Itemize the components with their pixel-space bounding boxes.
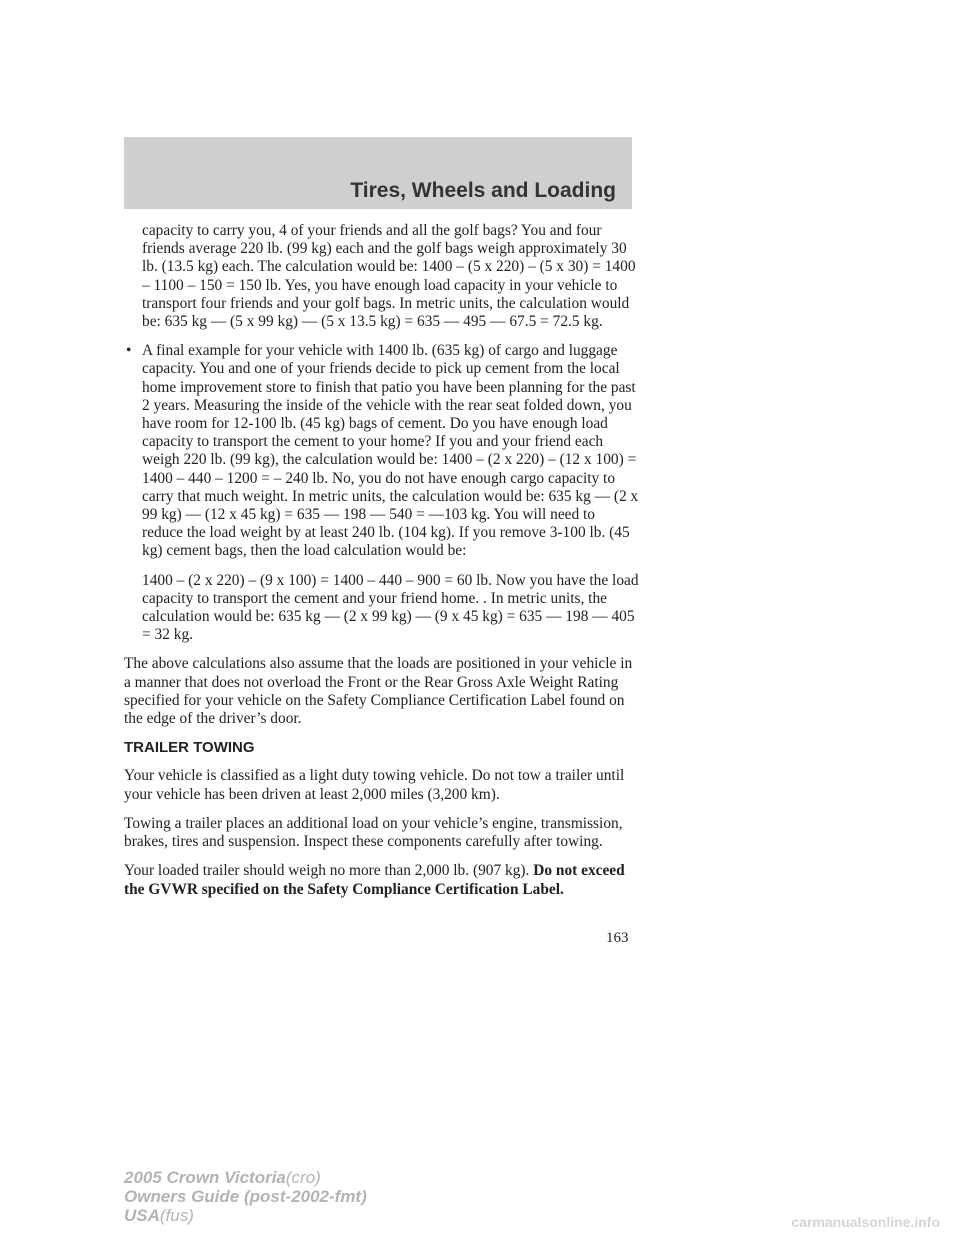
page-content xyxy=(124,222,639,910)
bullet-text: A final example for your vehicle with 1400 lb. (635 kg) of cargo and luggage capacity. You and one of your friends decide to pick up cement from the local home improvement store to finish that patio you have been planning for the past 2 years. Measuring the inside of the vehicle with the rear seat folded down, you have room for 12-100 lb. (45 kg) bags of cement. Do you have enough load capacity to transport the cement to your home? If you and your friend each weigh 220 lb. (99 kg), the calculation would be: 1400 – (2 x 220) – (12 x 100) = 1400 – 440 – 1200 = – 240 lb. No, you do not have enough cargo capacity to carry that much weight. In metric units, the calculation would be: 635 kg — (2 x 99 kg) — (12 x 45 kg) = 635 — 198 — 540 = —103 kg. You will need to reduce the load weight by at least 240 lb. (104 kg). If you remove 3-100 lb. (45 kg) cement bags, then the load calculation would be: xyxy=(142,342,639,560)
paragraph-trailer-weight xyxy=(124,862,639,898)
bullet-followup-text: 1400 – (2 x 220) – (9 x 100) = 1400 – 440 – 900 = 60 lb. Now you have the load capacity to transport the cement and your friend home. . In metric units, the calculation would be: 635 kg — (2 x 99 kg) — (9 x 45 kg) = 635 — 198 — 405 = 32 kg. xyxy=(142,571,639,644)
footer-line-3 xyxy=(124,1206,367,1225)
footer-line-1 xyxy=(124,1168,367,1187)
footer-model-code: (cro) xyxy=(285,1168,321,1187)
footer-model: 2005 Crown Victoria xyxy=(124,1168,286,1187)
document-footer xyxy=(124,1168,367,1225)
watermark: carmanualsonline.info xyxy=(791,1214,940,1230)
section-title: Tires, Wheels and Loading xyxy=(350,179,616,202)
page-number: 163 xyxy=(606,930,629,946)
paragraph-towing-classification: Your vehicle is classified as a light duty towing vehicle. Do not tow a trailer until your vehicle has been driven at least 2,000 miles (3,200 km). xyxy=(124,767,625,803)
paragraph-load-assumption: The above calculations also assume that the loads are positioned in your vehicle in a manner that does not overload the Front or the Rear Gross Axle Weight Rating specified for your vehicle on the Safety Compliance Certification Label found on the edge of the driver’s door. xyxy=(124,655,633,728)
bullet-dot: • xyxy=(126,342,132,360)
footer-market-code: (fus) xyxy=(159,1206,194,1225)
footer-line-2 xyxy=(124,1187,367,1206)
footer-guide: Owners Guide (post-2002-fmt) xyxy=(124,1187,367,1206)
bullet-cement-example xyxy=(124,342,639,644)
footer-market: USA xyxy=(124,1206,160,1225)
paragraph-towing-load: Towing a trailer places an additional load on your vehicle’s engine, transmission, brakes, tires and suspension. Inspect these components carefully after towing. xyxy=(124,814,623,851)
gvwr-warning: Do not exceed the GVWR specified on the Safety Compliance Certification Label. xyxy=(124,862,625,898)
heading-trailer-towing: TRAILER TOWING xyxy=(124,739,255,757)
trailer-weight-text: Your loaded trailer should weigh no more than 2,000 lb. (907 kg). xyxy=(124,862,530,880)
section-header xyxy=(124,137,632,209)
paragraph-golf-example: capacity to carry you, 4 of your friends and all the golf bags? You and four friends average 220 lb. (99 kg) each and the golf bags weigh approximately 30 lb. (13.5 kg) each. The calculation would be: 1400 – (5 x 220) – (5 x 30) = 1400 – 1100 – 150 = 150 lb. Yes, you have enough load capacity in your vehicle to transport four friends and your golf bags. In metric units, the calculation would be: 635 kg — (5 x 99 kg) — (5 x 13.5 kg) = 635 — 495 — 67.5 = 72.5 kg. xyxy=(142,222,636,331)
